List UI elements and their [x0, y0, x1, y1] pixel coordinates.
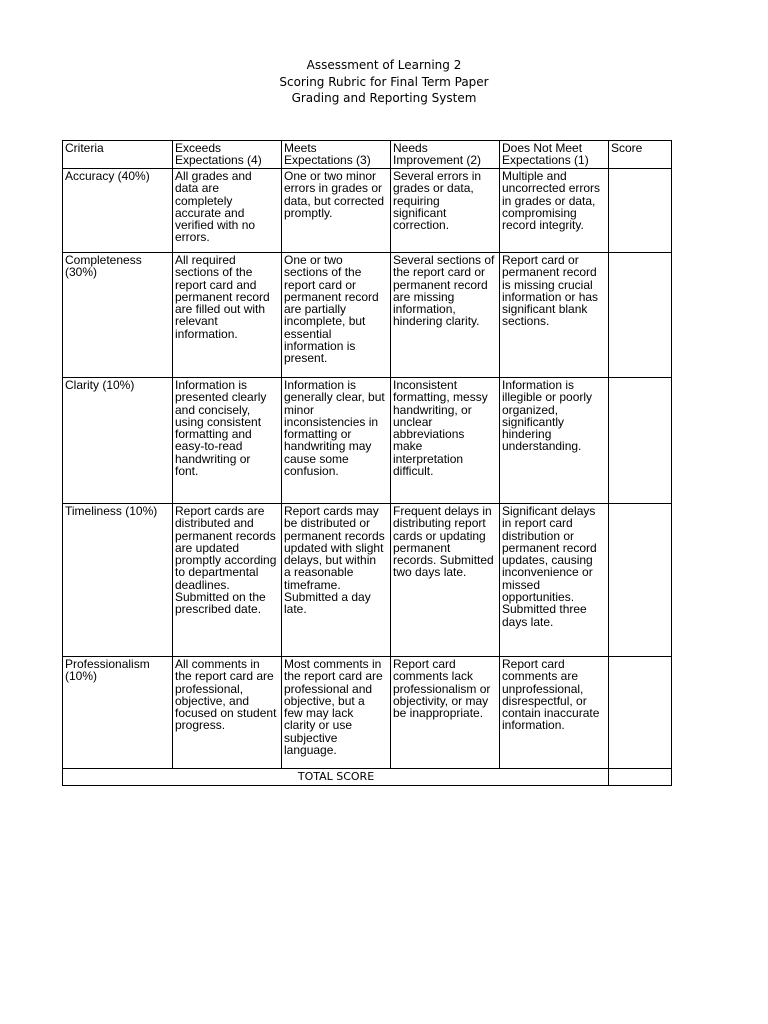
table-row — [63, 253, 672, 378]
exceeds-cell: All required sections of the report card and permanent record are filled out with relevant information. — [173, 253, 282, 378]
table-row — [63, 657, 672, 769]
does-not-meet-cell: Report card or permanent record is missing crucial information or has significant blank sections. — [500, 253, 609, 378]
does-not-meet-cell: Significant delays in report card distribution or permanent record updates, causing inconvenience or missed opportunities. Submitted three days late. — [500, 504, 609, 657]
does-not-meet-cell: Multiple and uncorrected errors in grades or data, compromising record integrity. — [500, 169, 609, 253]
needs-improvement-cell: Several errors in grades or data, requiring significant correction. — [391, 169, 500, 253]
total-row — [63, 769, 672, 786]
does-not-meet-cell: Report card comments are unprofessional, disrespectful, or contain inaccurate information. — [500, 657, 609, 769]
header-needs-improvement: Needs Improvement (2) — [391, 141, 500, 169]
total-score-cell — [609, 769, 672, 786]
needs-improvement-cell: Several sections of the report card or permanent record are missing information, hindering clarity. — [391, 253, 500, 378]
score-cell — [609, 253, 672, 378]
meets-cell: One or two minor errors in grades or data, but corrected promptly. — [282, 169, 391, 253]
does-not-meet-cell: Information is illegible or poorly organized, significantly hindering understanding. — [500, 378, 609, 504]
meets-cell: Most comments in the report card are professional and objective, but a few may lack clarity or use subjective language. — [282, 657, 391, 769]
needs-improvement-cell: Inconsistent formatting, messy handwriting, or unclear abbreviations make interpretation difficult. — [391, 378, 500, 504]
exceeds-cell: Report cards are distributed and permanent records are updated promptly according to departmental deadlines. Submitted on the prescribed date. — [173, 504, 282, 657]
meets-cell: Report cards may be distributed or permanent records updated with slight delays, but within a reasonable timeframe. Submitted a day late. — [282, 504, 391, 657]
criteria-cell: Accuracy (40%) — [63, 169, 173, 253]
criteria-cell: Clarity (10%) — [63, 378, 173, 504]
course-title: Assessment of Learning 2 — [306, 58, 462, 72]
scoring-rubric-table — [62, 140, 672, 786]
table-row — [63, 378, 672, 504]
header-criteria: Criteria — [63, 141, 173, 169]
exceeds-cell: Information is presented clearly and concisely, using consistent formatting and easy-to-read handwriting or font. — [173, 378, 282, 504]
table-row — [63, 169, 672, 253]
rubric-subtitle: Grading and Reporting System — [291, 91, 477, 105]
score-cell — [609, 169, 672, 253]
meets-cell: One or two sections of the report card or permanent record are partially incomplete, but essential information is present. — [282, 253, 391, 378]
exceeds-cell: All grades and data are completely accurate and verified with no errors. — [173, 169, 282, 253]
criteria-cell: Completeness (30%) — [63, 253, 173, 378]
meets-cell: Information is generally clear, but minor inconsistencies in formatting or handwriting may cause some confusion. — [282, 378, 391, 504]
criteria-cell: Professionalism (10%) — [63, 657, 173, 769]
score-cell — [609, 504, 672, 657]
header-row — [63, 141, 672, 169]
exceeds-cell: All comments in the report card are professional, objective, and focused on student progress. — [173, 657, 282, 769]
total-score-label: TOTAL SCORE — [63, 769, 609, 786]
header-exceeds-expectations: Exceeds Expectations (4) — [173, 141, 282, 169]
header-does-not-meet-expectations: Does Not Meet Expectations (1) — [500, 141, 609, 169]
rubric-title: Scoring Rubric for Final Term Paper — [279, 74, 489, 89]
needs-improvement-cell: Report card comments lack professionalism or objectivity, or may be inappropriate. — [391, 657, 500, 769]
table-row — [63, 504, 672, 657]
score-cell — [609, 657, 672, 769]
score-cell — [609, 378, 672, 504]
criteria-cell: Timeliness (10%) — [63, 504, 173, 657]
header-meets-expectations: Meets Expectations (3) — [282, 141, 391, 169]
document-heading — [0, 57, 768, 107]
header-score: Score — [609, 141, 672, 169]
needs-improvement-cell: Frequent delays in distributing report cards or updating permanent records. Submitted two days late. — [391, 504, 500, 657]
